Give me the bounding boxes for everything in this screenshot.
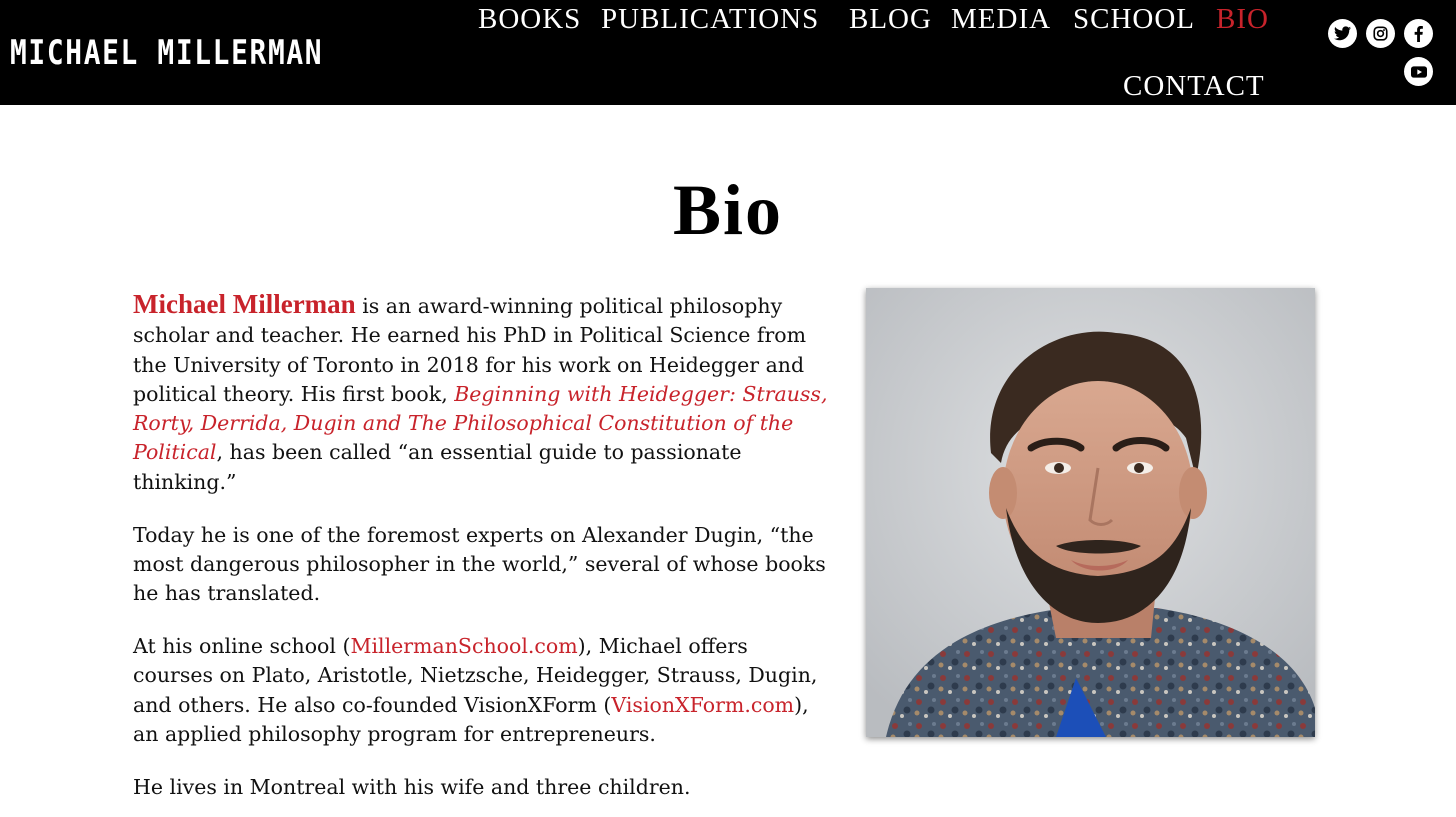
bio-paragraph-1 <box>133 290 833 497</box>
bio-p1-text-a: is an award-winning political philosophy scholar and teacher. He earned his PhD in Political Science from the University of Toronto in 2018 for his work on Heidegger and political theory. His first book, <box>133 294 807 406</box>
nav-media[interactable]: MEDIA <box>951 3 1052 35</box>
twitter-icon[interactable] <box>1328 19 1357 48</box>
nav-books[interactable]: BOOKS <box>478 3 582 35</box>
visionxform-link[interactable]: VisionXForm.com <box>611 692 795 717</box>
bio-p3-text-b: ), Michael offers courses on Plato, Aristotle, Nietzsche, Heidegger, Strauss, Dugin, and others. He also co-founded VisionXForm ( <box>133 633 818 717</box>
site-header <box>0 0 1456 105</box>
bio-p3-text-a: At his online school ( <box>133 633 351 658</box>
site-logo[interactable]: MICHAEL MILLERMAN <box>10 33 324 73</box>
book-title: Beginning with Heidegger: Strauss, Rorty, Derrida, Dugin and The Philosophical Constitution of the Political <box>133 381 828 465</box>
bio-paragraph-2: Today he is one of the foremost experts on Alexander Dugin, “the most dangerous philosopher in the world,” several of whose books he has translated. <box>133 522 826 606</box>
nav-blog[interactable]: BLOG <box>849 3 932 35</box>
bio-text <box>133 290 833 817</box>
millerman-school-link[interactable]: MillermanSchool.com <box>350 633 578 658</box>
portrait-photo <box>866 288 1315 737</box>
nav-bio[interactable]: BIO <box>1216 3 1269 35</box>
nav-school[interactable]: SCHOOL <box>1073 3 1196 35</box>
nav-contact[interactable]: CONTACT <box>1123 70 1265 102</box>
nav-publications[interactable]: PUBLICATIONS <box>601 3 820 35</box>
bio-name: Michael Millerman <box>133 289 356 319</box>
bio-p1-text-b: , has been called “an essential guide to passionate thinking.” <box>133 440 742 494</box>
bio-paragraph-3 <box>133 632 833 749</box>
youtube-icon[interactable] <box>1404 57 1433 86</box>
page-title: Bio <box>672 170 784 250</box>
bio-p3-text-c: ), an applied philosophy program for entrepreneurs. <box>133 692 809 746</box>
bio-paragraph-4: He lives in Montreal with his wife and three children. <box>133 774 691 799</box>
facebook-icon[interactable] <box>1404 19 1433 48</box>
instagram-icon[interactable] <box>1366 19 1395 48</box>
